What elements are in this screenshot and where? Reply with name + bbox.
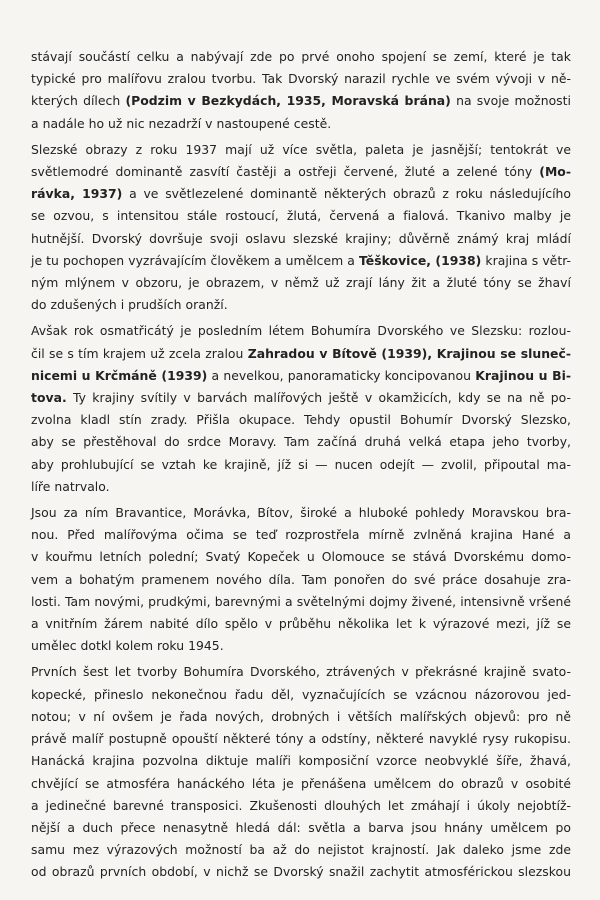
text-line: [31, 454, 571, 476]
text-line: [31, 613, 571, 635]
bold-text: Zahradou v Bítově (1939), Krajinou se slunеč-: [247, 345, 572, 361]
text-line: [31, 161, 571, 183]
text-run: je tu pochopen vyzrávajícím člověkem a umělcem a: [31, 252, 359, 268]
text-run: nou. Před malířovýma očima se teď rozprostřela mírně zvlněná krajina Hané a: [31, 527, 571, 543]
text-line: [31, 183, 571, 205]
text-run: kopecké, přineslo nekonečnou řadu děl, vyznačujících se vzácnou názorovou jed-: [31, 686, 571, 702]
text-run: světlemodré dominantě zasvítí častěji a ostřeji červené, žluté a zelené tóny: [31, 164, 540, 180]
text-run: Avšak rok osmatřicátý je posledním létem Bohumíra Dvorského ve Slezsku: rozlou-: [31, 323, 571, 339]
text-run: chvějící se atmosféra hanáckého léta je přenášena umělcem do obrazů v osobité: [31, 775, 571, 791]
text-line: [31, 728, 571, 750]
text-run: a nadále ho už nic nezadrží v nastoupené cestě.: [31, 115, 332, 131]
text-line: [31, 68, 571, 90]
text-run: do zdušených i prudších oranží.: [31, 297, 228, 313]
bold-text: tova.: [31, 390, 67, 406]
text-run: a ve světlezelené dominantě některých obrazů z roku následujícího: [122, 186, 572, 202]
text-run: zvolna kladl stín zrady. Přišla okupace. Tehdy opustil Bohumír Dvorský Slezsko,: [31, 412, 571, 428]
text-run: na svoje možnosti: [450, 93, 571, 109]
text-line: [31, 524, 571, 546]
text-run: právě malíř postupně opouští některé tóny a odstíny, některé navyklé rysy rukopisu.: [31, 731, 571, 747]
text-run: Jsou za ním Bravantice, Morávka, Bítov, široké a hluboké pohledy Moravskou bra-: [31, 505, 571, 521]
text-run: Hanácká krajina pozvolna diktuje malíři komposiční vzorce neobvyklé šíře, žhavá,: [31, 753, 571, 769]
text-line: [31, 272, 571, 294]
text-line: [31, 635, 571, 657]
bold-text: (Mo-: [539, 164, 571, 180]
text-line: [31, 139, 571, 161]
text-run: a nevelkou, panoramaticky koncipovanou: [207, 367, 476, 383]
paragraph: [31, 46, 571, 135]
text-line: [31, 569, 571, 591]
text-line: [31, 205, 571, 227]
text-line: [31, 795, 571, 817]
text-line: [31, 294, 571, 316]
text-run: a jedinečné barevné transposici. Zkušenosti dlouhých let zmáhají i úkoly nejobtíž-: [31, 797, 571, 813]
text-run: losti. Tam novými, prudkými, barevnými a světelnými dojmy živené, intensivně vršené: [31, 593, 571, 609]
text-line: [31, 320, 571, 342]
text-run: od obrazů prvních období, v nichž se Dvorský snažil zachytit atmosférickou slezskou: [31, 864, 571, 880]
text-line: [31, 684, 571, 706]
text-line: [31, 476, 571, 498]
text-line: [31, 817, 571, 839]
text-run: aby prohlubující se vztah ke krajině, jíž si — nucen odejít — zvolil, připoutal ma-: [31, 456, 571, 472]
text-line: [31, 250, 571, 272]
bold-text: rávka, 1937): [31, 186, 123, 202]
paragraph: [31, 661, 571, 883]
text-run: samu mez výrazových možností ba až do nejistot krajností. Jak daleko jsme zde: [31, 842, 571, 858]
text-run: a vnitřním žárem nabité dílo spělo v průběhu několika let k výrazové mezi, jíž se: [31, 616, 571, 632]
text-line: [31, 431, 571, 453]
text-line: [31, 861, 571, 883]
text-run: aby se přestěhoval do srdce Moravy. Tam začíná druhá velká etapa jeho tvorby,: [31, 434, 571, 450]
text-line: [31, 46, 571, 68]
text-line: [31, 365, 571, 387]
bold-text: nicemi u Krčmáně (1939): [31, 367, 208, 383]
text-run: typické pro malířovu zralou tvorbu. Tak Dvorský narazil rychle ve svém vývoji v ně-: [31, 71, 571, 87]
text-run: umělec dotkl kolem roku 1945.: [31, 638, 224, 654]
text-line: [31, 706, 571, 728]
text-line: [31, 113, 571, 135]
text-run: líře natrvalo.: [31, 478, 110, 494]
text-run: Prvních šest let tvorby Bohumíra Dvorského, ztrávených v překrásné krajině svato-: [31, 664, 571, 680]
text-line: [31, 343, 571, 365]
text-run: čil se s tím krajem už zcela zralou: [31, 345, 248, 361]
text-line: [31, 228, 571, 250]
bold-text: Těškovice, (1938): [358, 252, 482, 268]
text-run: se ozvou, s intensitou stále rostoucí, žlutá, červená a fialová. Tkanivo malby je: [31, 208, 571, 224]
text-run: Slezské obrazy z roku 1937 mají už více světla, paleta je jasnější; tentokrát ve: [31, 141, 571, 157]
text-run: hutnější. Dvorský dovršuje svoji oslavu slezské krajiny; důvěrně známý kraj mládí: [31, 230, 571, 246]
paragraph: [31, 320, 571, 498]
bold-text: (Podzim v Bezkydách, 1935, Moravská brána): [125, 93, 451, 109]
text-run: vem a bohatým pramenem nového díla. Tam ponořen do své práce dosahuje zra-: [31, 571, 571, 587]
text-run: kterých dílech: [31, 93, 126, 109]
text-line: [31, 502, 571, 524]
text-run: ným mlýnem v obzoru, je obrazem, v němž už zrají lány žit a žluté tóny se žhaví: [31, 275, 571, 291]
text-line: [31, 546, 571, 568]
text-line: [31, 409, 571, 431]
bold-text: Krajinou u Bi-: [475, 367, 572, 383]
text-line: [31, 90, 571, 112]
text-line: [31, 661, 571, 683]
text-run: krajina s větr-: [481, 252, 572, 268]
text-line: [31, 773, 571, 795]
text-run: v kouřmu letních polední; Svatý Kopeček u Olomouce se stává Dvorskému domo-: [31, 549, 571, 565]
text-line: [31, 750, 571, 772]
text-line: [31, 387, 571, 409]
paragraph: [31, 139, 571, 317]
text-run: nější a duch přece nenasytně hledá dál: světla a barva jsou hnány umělcem po: [31, 819, 571, 835]
text-line: [31, 591, 571, 613]
paragraph: [31, 502, 571, 657]
text-line: [31, 839, 571, 861]
text-run: stávají součástí celku a nabývají zde po prvé onoho spojení se zemí, které je tak: [31, 49, 571, 64]
text-run: notou; v ní ovšem je řada nových, drobných i větších malířských objevů: pro ně: [31, 708, 571, 724]
document-page: [31, 46, 571, 888]
text-run: Ty krajiny svítily v barvách malířových ještě v okamžicích, kdy se na ně po-: [66, 390, 571, 406]
